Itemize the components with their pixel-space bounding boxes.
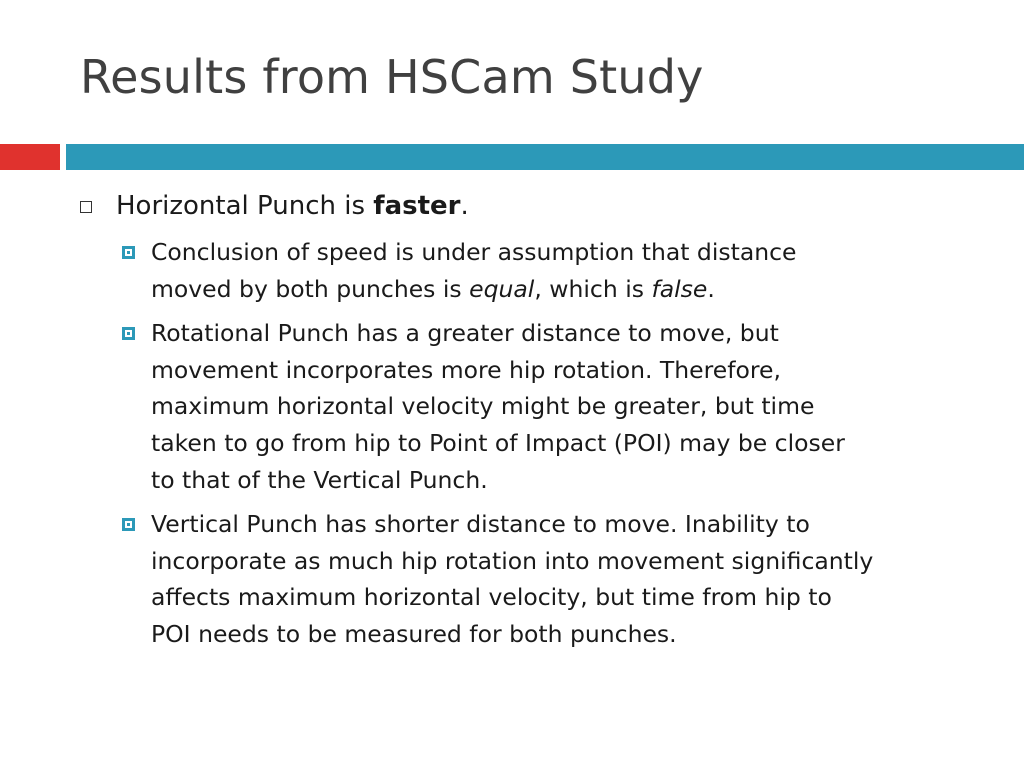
sub-bullet-rotational (120, 315, 980, 498)
line-text: moved by both punches is (151, 274, 470, 303)
sub-bullet-line: affects maximum horizontal velocity, but time from hip to (151, 583, 832, 612)
slide-title: Results from HSCam Study (80, 50, 704, 104)
emphasis-equal: equal (469, 274, 535, 303)
sub-bullet-line: taken to go from hip to Point of Impact (POI) may be closer (151, 428, 845, 457)
sub-bullet-line: movement incorporates more hip rotation. Therefore, (151, 355, 781, 384)
emphasis-false: false (651, 274, 708, 303)
sub-bullet-line: maximum horizontal velocity might be greater, but time (151, 392, 815, 421)
teal-square-bullet-icon (122, 518, 135, 531)
line-text: . (707, 274, 715, 303)
sub-bullet-line: Conclusion of speed is under assumption that distance (151, 238, 797, 266)
bullet-prefix: Horizontal Punch is (116, 191, 374, 221)
bullet-text (116, 188, 469, 224)
sub-bullet-line: to that of the Vertical Punch. (151, 465, 488, 494)
bullet-suffix: . (460, 191, 469, 221)
sub-bullet-line: Vertical Punch has shorter distance to move. Inability to (151, 510, 810, 539)
title-rule-red (0, 144, 60, 170)
sub-bullet-line (151, 271, 980, 308)
sub-bullet-vertical (120, 506, 980, 652)
teal-square-bullet-icon (122, 327, 135, 340)
square-bullet-icon (80, 201, 92, 213)
sub-bullet-line: Rotational Punch has a greater distance to move, but (151, 319, 779, 348)
title-rule-teal (66, 144, 1024, 170)
line-text: , which is (534, 274, 652, 303)
sub-bullet-assumption (120, 234, 980, 307)
sub-bullet-list (120, 234, 980, 661)
teal-square-bullet-icon (122, 246, 135, 259)
sub-bullet-line: incorporate as much hip rotation into movement significantly (151, 546, 874, 575)
sub-bullet-line: POI needs to be measured for both punches. (151, 619, 677, 648)
bullet-emphasis: faster (373, 191, 461, 221)
